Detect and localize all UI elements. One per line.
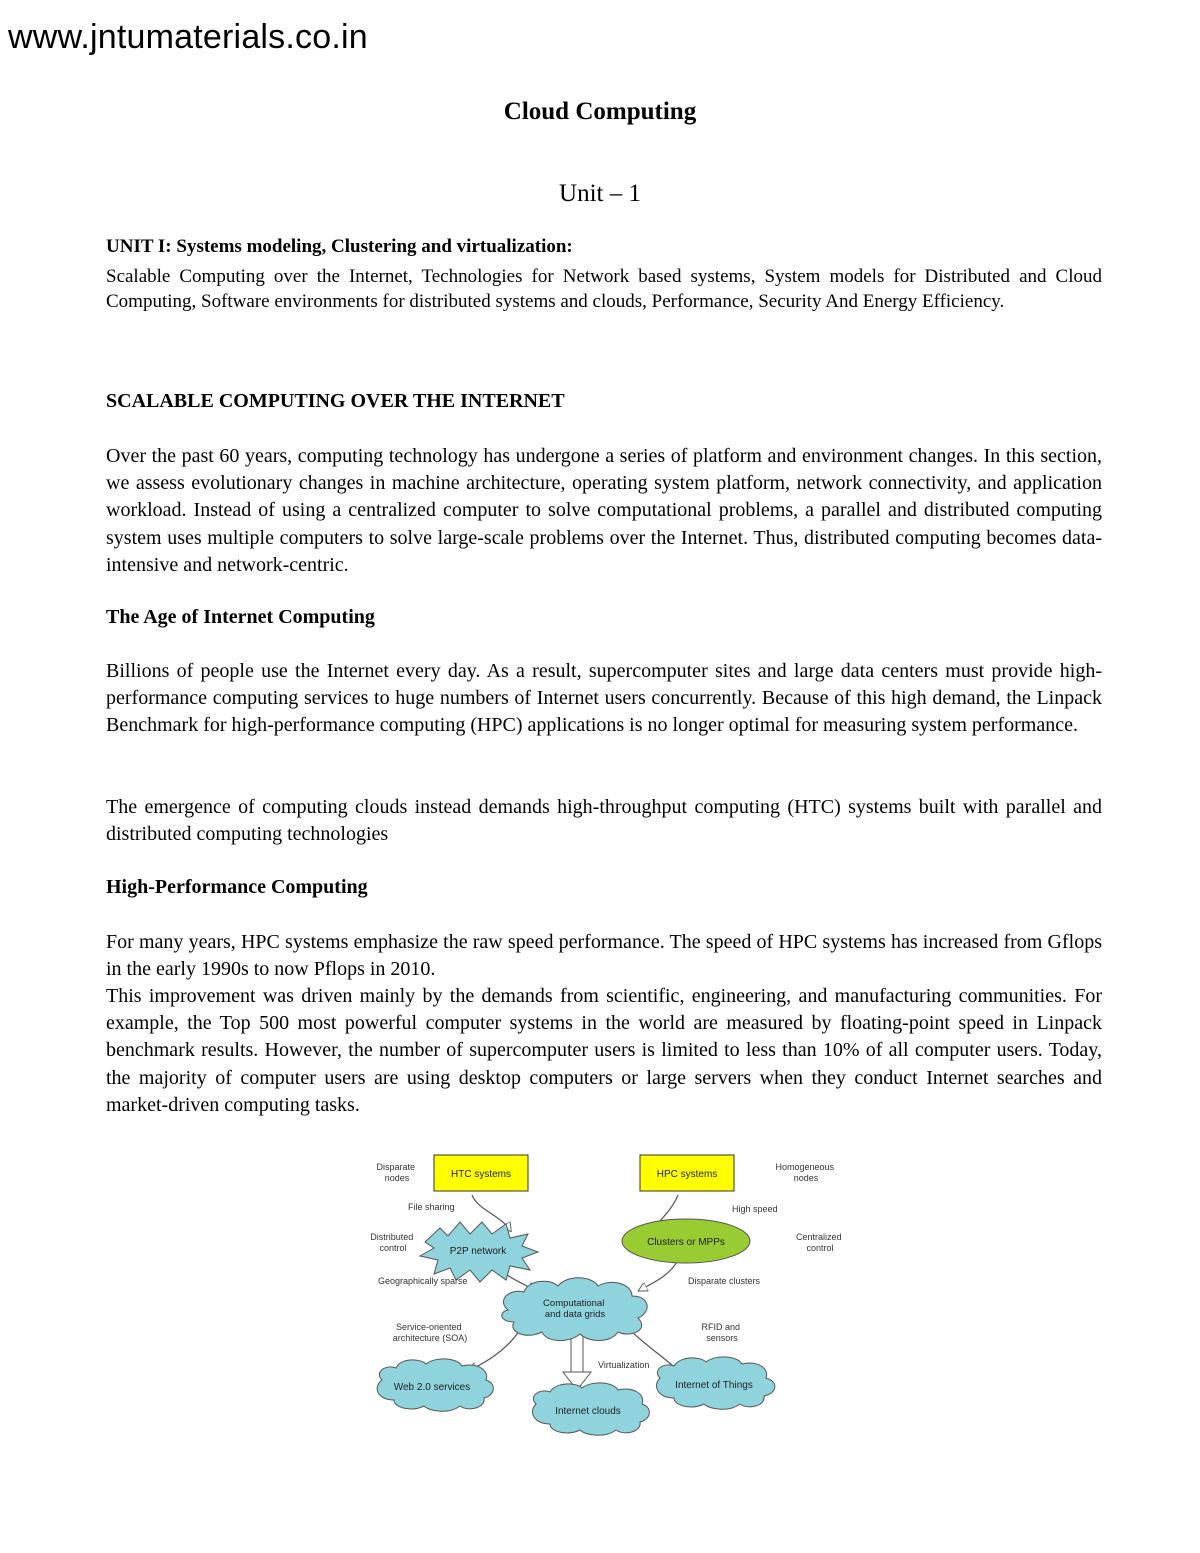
geographically-sparse-label: Geographically sparse	[378, 1276, 468, 1286]
high-speed-label: High speed	[732, 1204, 778, 1214]
hpc-systems-label: HPC systems	[656, 1169, 718, 1180]
soa-label: Service-oriented architecture (SOA)	[392, 1322, 468, 1343]
section-heading-hpc: High-Performance Computing	[106, 876, 368, 898]
paragraph-scalable: Over the past 60 years, computing technology has undergone a series of platform and environment changes. In this section, we assess evolutionary changes in machine architecture, operating system platform, network connectivity, and application workload. Instead of using a centralized computer to solve computational problems, a parallel and distributed computing system uses multiple computers to solve large-scale problems over the Internet. Thus, distributed computing becomes data-intensive and network-centric.	[106, 445, 1102, 576]
virtualization-label: Virtualization	[598, 1360, 650, 1370]
paragraph-hpc-2: This improvement was driven mainly by the demands from scientific, engineering, and manufacturing communities. For example, the Top 500 most powerful computer systems in the world are measured by floating-point speed in Linpack benchmark results. However, the number of supercomputer users is limited to less than 10% of all computer users. Today, the majority of computer users are using desktop computers or large servers when they conduct Internet searches and market-driven computing tasks.	[106, 985, 1102, 1116]
paragraph-internet-age-2: The emergence of computing clouds instead demands high-throughput computing (HTC) systems built with parallel and distributed computing technologies	[106, 796, 1102, 846]
site-watermark: www.jntumaterials.co.in	[8, 18, 368, 56]
rfid-label: RFID and sensors	[701, 1322, 740, 1343]
unit-title: Unit – 1	[559, 180, 641, 207]
centralized-control-label: Centralized control	[795, 1232, 842, 1253]
homogeneous-nodes-label: Homogeneous nodes	[775, 1162, 835, 1183]
distributed-control-label: Distributed control	[370, 1232, 414, 1253]
htc-systems-label: HTC systems	[451, 1169, 511, 1180]
unit-description: Scalable Computing over the Internet, Technologies for Network based systems, System models for Distributed and Cloud Computing, Software environments for distributed systems and clouds, Performance, Security And Energy Efficiency.	[106, 266, 1102, 312]
section-heading-internet-age: The Age of Internet Computing	[106, 606, 375, 628]
unit-heading: UNIT I: Systems modeling, Clustering and virtualization:	[106, 236, 573, 257]
iot-label: Internet of Things	[675, 1380, 753, 1391]
document-title: Cloud Computing	[503, 98, 697, 125]
clusters-label: Clusters or MPPs	[647, 1237, 725, 1248]
computing-evolution-diagram	[360, 1150, 860, 1440]
internet-clouds-label: Internet clouds	[555, 1406, 621, 1417]
grids-label: Computational and data grids	[543, 1298, 606, 1320]
disparate-clusters-label: Disparate clusters	[688, 1276, 761, 1286]
disparate-nodes-label: Disparate nodes	[376, 1162, 416, 1183]
p2p-network-label: P2P network	[449, 1246, 507, 1257]
section-heading-scalable: SCALABLE COMPUTING OVER THE INTERNET	[106, 390, 565, 412]
paragraph-internet-age-1: Billions of people use the Internet every day. As a result, supercomputer sites and large data centers must provide high-performance computing services to huge numbers of Internet users concurrently. Because of this high demand, the Linpack Benchmark for high-performance computing (HPC) applications is no longer optimal for measuring system performance.	[106, 660, 1102, 737]
file-sharing-label: File sharing	[408, 1202, 455, 1212]
paragraph-hpc-1: For many years, HPC systems emphasize the raw speed performance. The speed of HPC systems has increased from Gflops in the early 1990s to now Pflops in 2010.	[106, 931, 1102, 981]
web20-label: Web 2.0 services	[393, 1382, 471, 1393]
